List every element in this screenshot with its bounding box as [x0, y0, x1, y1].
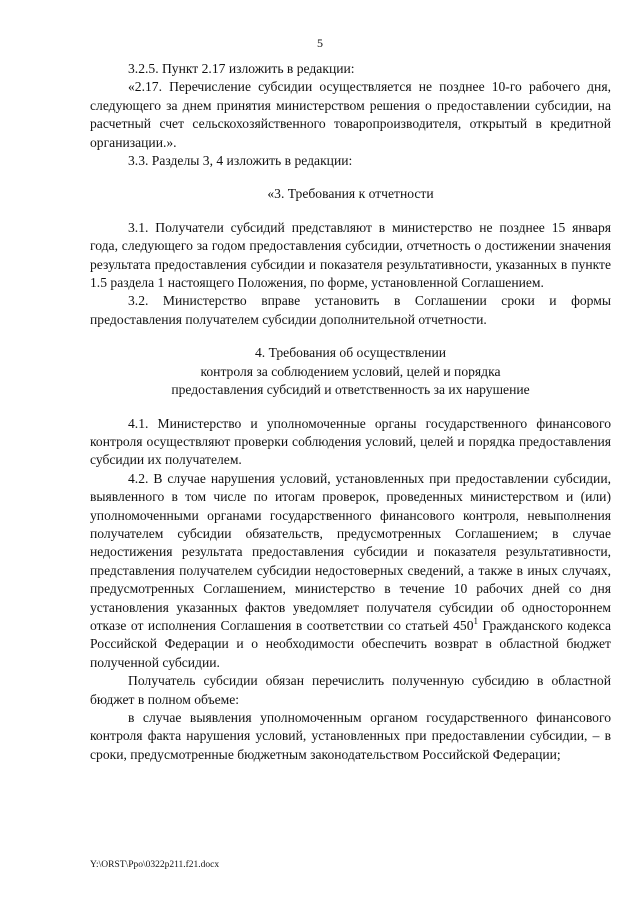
paragraph-4-2-text-end: Гражданского кодекса Российской Федерации и о необходимости обеспечить возврат в областной бюджет полученной субсидии.	[90, 617, 611, 670]
footer-file-path: Y:\ORST\Ppo\0322p211.f21.docx	[90, 860, 220, 870]
document-body	[90, 60, 611, 764]
section-4-title-line-3: предоставления субсидий и ответственность за их нарушение	[171, 382, 530, 398]
paragraph-4-2	[90, 470, 611, 672]
paragraph-refund-obligation: Получатель субсидии обязан перечислить полученную субсидию в областной бюджет в полном объеме:	[90, 673, 611, 707]
section-4-title-line-1: 4. Требования об осуществлении	[255, 345, 446, 361]
paragraph-3-2: 3.2. Министерство вправе установить в Соглашении сроки и формы предоставления получателем субсидии дополнительной отчетности.	[90, 293, 611, 327]
paragraph-3-3: 3.3. Разделы 3, 4 изложить в редакции:	[128, 153, 353, 169]
paragraph-3-2-5: 3.2.5. Пункт 2.17 изложить в редакции:	[128, 61, 355, 76]
article-superscript: 1	[473, 615, 479, 626]
section-3-title: «3. Требования к отчетности	[267, 186, 434, 202]
paragraph-4-2-text: 4.2. В случае нарушения условий, установленных при предоставлении субсидии, выявленного в том числе по итогам проверок, проведенных министерством и (или) уполномоченными органами государственного финансового контроля, невыполнения получателем субсидии обязательств, предусмотренных Соглашением; в случае недостижения результата предоставления субсидии и показателя результативности, представления получателем субсидии недостоверных сведений, а также в иных случаях, предусмотренных Соглашением, министерство в течение 10 рабочих дней со дня установления указанных фактов уведомляет получателя субсидии об одностороннем отказе от исполнения Соглашения в соответствии со статьей 450	[90, 470, 611, 633]
page-number: 5	[317, 36, 323, 50]
paragraph-2-17: «2.17. Перечисление субсидии осуществляется не позднее 10-го рабочего дня, следующего за днем принятия министерством решения о предоставлении субсидии, на расчетный счет сельскохозяйственного товаропроизводителя, открытый в кредитной организации.».	[90, 79, 611, 150]
paragraph-3-1: 3.1. Получатели субсидий представляют в министерство не позднее 15 января года, следующего за годом предоставления субсидии, отчетность о достижении значения результата предоставления субсидии и показателя результативности, указанных в пункте 1.5 раздела 1 настоящего Положения, по форме, установленной Соглашением.	[90, 219, 611, 291]
section-4-title-line-2: контроля за соблюдением условий, целей и порядка	[200, 363, 501, 379]
paragraph-4-1: 4.1. Министерство и уполномоченные органы государственного финансового контроля осуществляют проверки соблюдения условий, целей и порядка предоставления субсидии их получателем.	[90, 415, 611, 468]
paragraph-refund-case: в случае выявления уполномоченным органом государственного финансового контроля факта нарушения условий, установленных при предоставлении субсидии, – в сроки, предусмотренные бюджетным законодательством Российской Федерации;	[90, 710, 611, 762]
